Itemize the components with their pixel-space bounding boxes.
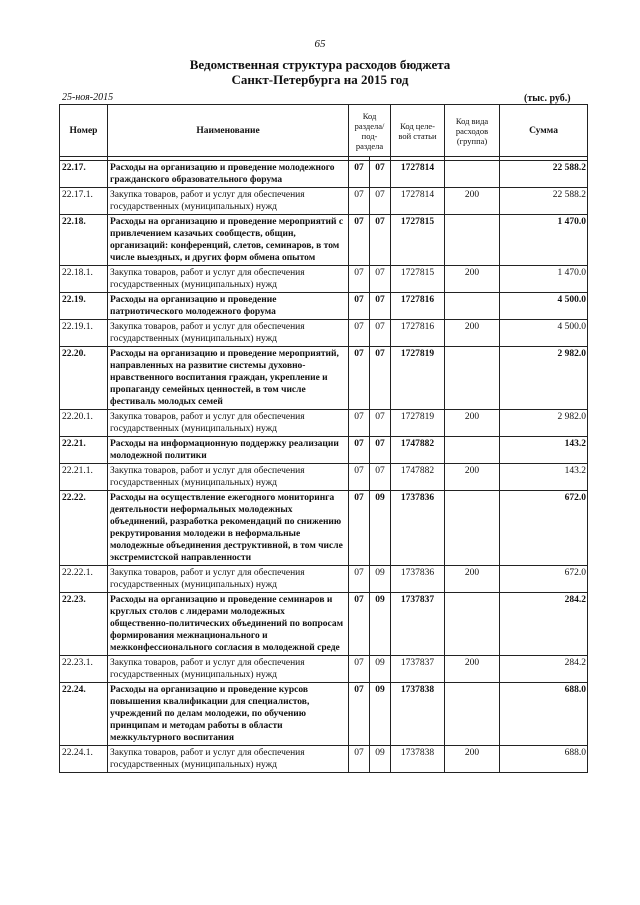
- row-sum: 2 982.0: [500, 410, 588, 437]
- row-number: 22.20.: [60, 347, 108, 410]
- row-number: 22.18.1.: [60, 266, 108, 293]
- row-name: Расходы на организацию и проведение мероприятий, направленных на развитие системы духовно-нравственного воспитания граждан, укрепление и пропаганду семейных ценностей, в том числе фестиваль молодых семей: [108, 347, 349, 410]
- row-section: 07: [349, 437, 370, 464]
- row-number: 22.21.1.: [60, 464, 108, 491]
- row-exp-type: 200: [445, 656, 500, 683]
- row-sum: 143.2: [500, 464, 588, 491]
- row-sum: 284.2: [500, 656, 588, 683]
- row-exp-type: 200: [445, 320, 500, 347]
- row-number: 22.17.: [60, 161, 108, 188]
- row-exp-type: [445, 215, 500, 266]
- row-section: 07: [349, 266, 370, 293]
- row-section: 07: [349, 464, 370, 491]
- row-name: Закупка товаров, работ и услуг для обеспечения государственных (муниципальных) нужд: [108, 746, 349, 773]
- row-section: 07: [349, 293, 370, 320]
- row-section: 07: [349, 215, 370, 266]
- table-row: [60, 566, 588, 593]
- row-name: Расходы на организацию и проведение курсов повышения квалификации для специалистов, учреждений по делам молодежи, по обучению принципам и методам работы в области межкультурного воспитания: [108, 683, 349, 746]
- header-target: Код целе- вой статьи: [391, 105, 445, 157]
- row-section: 07: [349, 683, 370, 746]
- row-target: 1747882: [391, 464, 445, 491]
- row-number: 22.23.: [60, 593, 108, 656]
- row-number: 22.24.1.: [60, 746, 108, 773]
- row-number: 22.21.: [60, 437, 108, 464]
- row-section: 07: [349, 566, 370, 593]
- row-target: 1727814: [391, 161, 445, 188]
- row-section: 07: [349, 656, 370, 683]
- row-target: 1737838: [391, 746, 445, 773]
- row-name: Закупка товаров, работ и услуг для обеспечения государственных (муниципальных) нужд: [108, 320, 349, 347]
- row-target: 1727816: [391, 293, 445, 320]
- header-exp-type: Код вида расходов (группа): [445, 105, 500, 157]
- page-number: 65: [314, 38, 326, 50]
- row-name: Расходы на осуществление ежегодного мониторинга деятельности неформальных молодежных объединений, разработка рекомендаций по снижению рекрутирования молодежи в неформальные молодежные объединения деструктивной, в том числе экстремистской направленности: [108, 491, 349, 566]
- row-section: 07: [349, 491, 370, 566]
- row-sum: 1 470.0: [500, 266, 588, 293]
- document-date: 25-ноя-2015: [62, 92, 114, 103]
- row-exp-type: 200: [445, 566, 500, 593]
- row-number: 22.23.1.: [60, 656, 108, 683]
- row-name: Закупка товаров, работ и услуг для обеспечения государственных (муниципальных) нужд: [108, 464, 349, 491]
- header-name: Наименование: [108, 105, 349, 157]
- row-subsection: 07: [370, 215, 391, 266]
- table-row: [60, 464, 588, 491]
- row-number: 22.24.: [60, 683, 108, 746]
- row-name: Расходы на организацию и проведение молодежного гражданского образовательного форума: [108, 161, 349, 188]
- row-subsection: 09: [370, 593, 391, 656]
- row-sum: 672.0: [500, 566, 588, 593]
- row-number: 22.17.1.: [60, 188, 108, 215]
- table-row: [60, 656, 588, 683]
- row-target: 1727819: [391, 410, 445, 437]
- row-exp-type: [445, 293, 500, 320]
- row-sum: 4 500.0: [500, 320, 588, 347]
- table-row: [60, 188, 588, 215]
- header-sum: Сумма: [500, 105, 588, 157]
- row-section: 07: [349, 410, 370, 437]
- row-exp-type: [445, 347, 500, 410]
- row-target: 1737838: [391, 683, 445, 746]
- table-row: [60, 593, 588, 656]
- budget-table: [59, 104, 588, 773]
- row-subsection: 09: [370, 566, 391, 593]
- row-subsection: 07: [370, 188, 391, 215]
- row-name: Закупка товаров, работ и услуг для обеспечения государственных (муниципальных) нужд: [108, 566, 349, 593]
- row-name: Закупка товаров, работ и услуг для обеспечения государственных (муниципальных) нужд: [108, 188, 349, 215]
- row-sum: 1 470.0: [500, 215, 588, 266]
- row-name: Закупка товаров, работ и услуг для обеспечения государственных (муниципальных) нужд: [108, 266, 349, 293]
- row-sum: 22 588.2: [500, 188, 588, 215]
- row-exp-type: 200: [445, 464, 500, 491]
- row-number: 22.22.: [60, 491, 108, 566]
- row-name: Закупка товаров, работ и услуг для обеспечения государственных (муниципальных) нужд: [108, 656, 349, 683]
- row-name: Расходы на информационную поддержку реализации молодежной политики: [108, 437, 349, 464]
- units-label: (тыс. руб.): [524, 93, 571, 104]
- row-subsection: 07: [370, 464, 391, 491]
- row-subsection: 07: [370, 437, 391, 464]
- title-line-1: Ведомственная структура расходов бюджета: [189, 57, 451, 72]
- row-target: 1737836: [391, 491, 445, 566]
- row-target: 1747882: [391, 437, 445, 464]
- row-sum: 4 500.0: [500, 293, 588, 320]
- row-subsection: 07: [370, 161, 391, 188]
- table-row: [60, 746, 588, 773]
- table-row: [60, 215, 588, 266]
- row-exp-type: [445, 161, 500, 188]
- row-number: 22.18.: [60, 215, 108, 266]
- row-sum: 672.0: [500, 491, 588, 566]
- row-section: 07: [349, 593, 370, 656]
- row-exp-type: 200: [445, 410, 500, 437]
- row-sum: 688.0: [500, 746, 588, 773]
- row-name: Расходы на организацию и проведение мероприятий с привлечением казачьих сообществ, общин, организаций: конференций, слетов, семинаров, в том числе выездных, и других форм обмена опытом: [108, 215, 349, 266]
- row-subsection: 07: [370, 320, 391, 347]
- row-name: Расходы на организацию и проведение семинаров и круглых столов с лидерами молодежных общественно-политических объединений по вопросам формирования межнационального и межконфессионального согласия в молодежной среде: [108, 593, 349, 656]
- row-subsection: 09: [370, 746, 391, 773]
- row-section: 07: [349, 347, 370, 410]
- row-number: 22.19.1.: [60, 320, 108, 347]
- header-section: Код раздела/ под- раздела: [349, 105, 391, 157]
- row-target: 1727815: [391, 215, 445, 266]
- row-exp-type: [445, 593, 500, 656]
- row-section: 07: [349, 320, 370, 347]
- row-target: 1737837: [391, 593, 445, 656]
- row-subsection: 07: [370, 347, 391, 410]
- row-exp-type: [445, 437, 500, 464]
- row-target: 1727814: [391, 188, 445, 215]
- row-target: 1727816: [391, 320, 445, 347]
- row-section: 07: [349, 188, 370, 215]
- row-sum: 688.0: [500, 683, 588, 746]
- row-section: 07: [349, 746, 370, 773]
- row-number: 22.20.1.: [60, 410, 108, 437]
- row-sum: 2 982.0: [500, 347, 588, 410]
- row-subsection: 09: [370, 656, 391, 683]
- row-exp-type: 200: [445, 266, 500, 293]
- row-sum: 284.2: [500, 593, 588, 656]
- row-target: 1727815: [391, 266, 445, 293]
- table-body: [60, 161, 588, 773]
- row-exp-type: 200: [445, 746, 500, 773]
- table-row: [60, 437, 588, 464]
- table-row: [60, 410, 588, 437]
- row-subsection: 09: [370, 683, 391, 746]
- row-exp-type: 200: [445, 188, 500, 215]
- table-row: [60, 293, 588, 320]
- row-subsection: 07: [370, 266, 391, 293]
- row-name: Закупка товаров, работ и услуг для обеспечения государственных (муниципальных) нужд: [108, 410, 349, 437]
- row-target: 1737837: [391, 656, 445, 683]
- row-target: 1727819: [391, 347, 445, 410]
- table-header: [60, 105, 588, 157]
- row-subsection: 07: [370, 293, 391, 320]
- row-exp-type: [445, 683, 500, 746]
- title-line-2: Санкт-Петербурга на 2015 год: [231, 72, 409, 87]
- row-sum: 143.2: [500, 437, 588, 464]
- header-number: Номер: [60, 105, 108, 157]
- row-exp-type: [445, 491, 500, 566]
- table-row: [60, 347, 588, 410]
- table-row: [60, 320, 588, 347]
- row-target: 1737836: [391, 566, 445, 593]
- table-row: [60, 266, 588, 293]
- table-row: [60, 683, 588, 746]
- table-row: [60, 491, 588, 566]
- row-number: 22.19.: [60, 293, 108, 320]
- row-name: Расходы на организацию и проведение патриотического молодежного форума: [108, 293, 349, 320]
- row-section: 07: [349, 161, 370, 188]
- row-sum: 22 588.2: [500, 161, 588, 188]
- row-number: 22.22.1.: [60, 566, 108, 593]
- row-subsection: 09: [370, 491, 391, 566]
- table-row: [60, 161, 588, 188]
- document-title: [0, 57, 640, 87]
- row-subsection: 07: [370, 410, 391, 437]
